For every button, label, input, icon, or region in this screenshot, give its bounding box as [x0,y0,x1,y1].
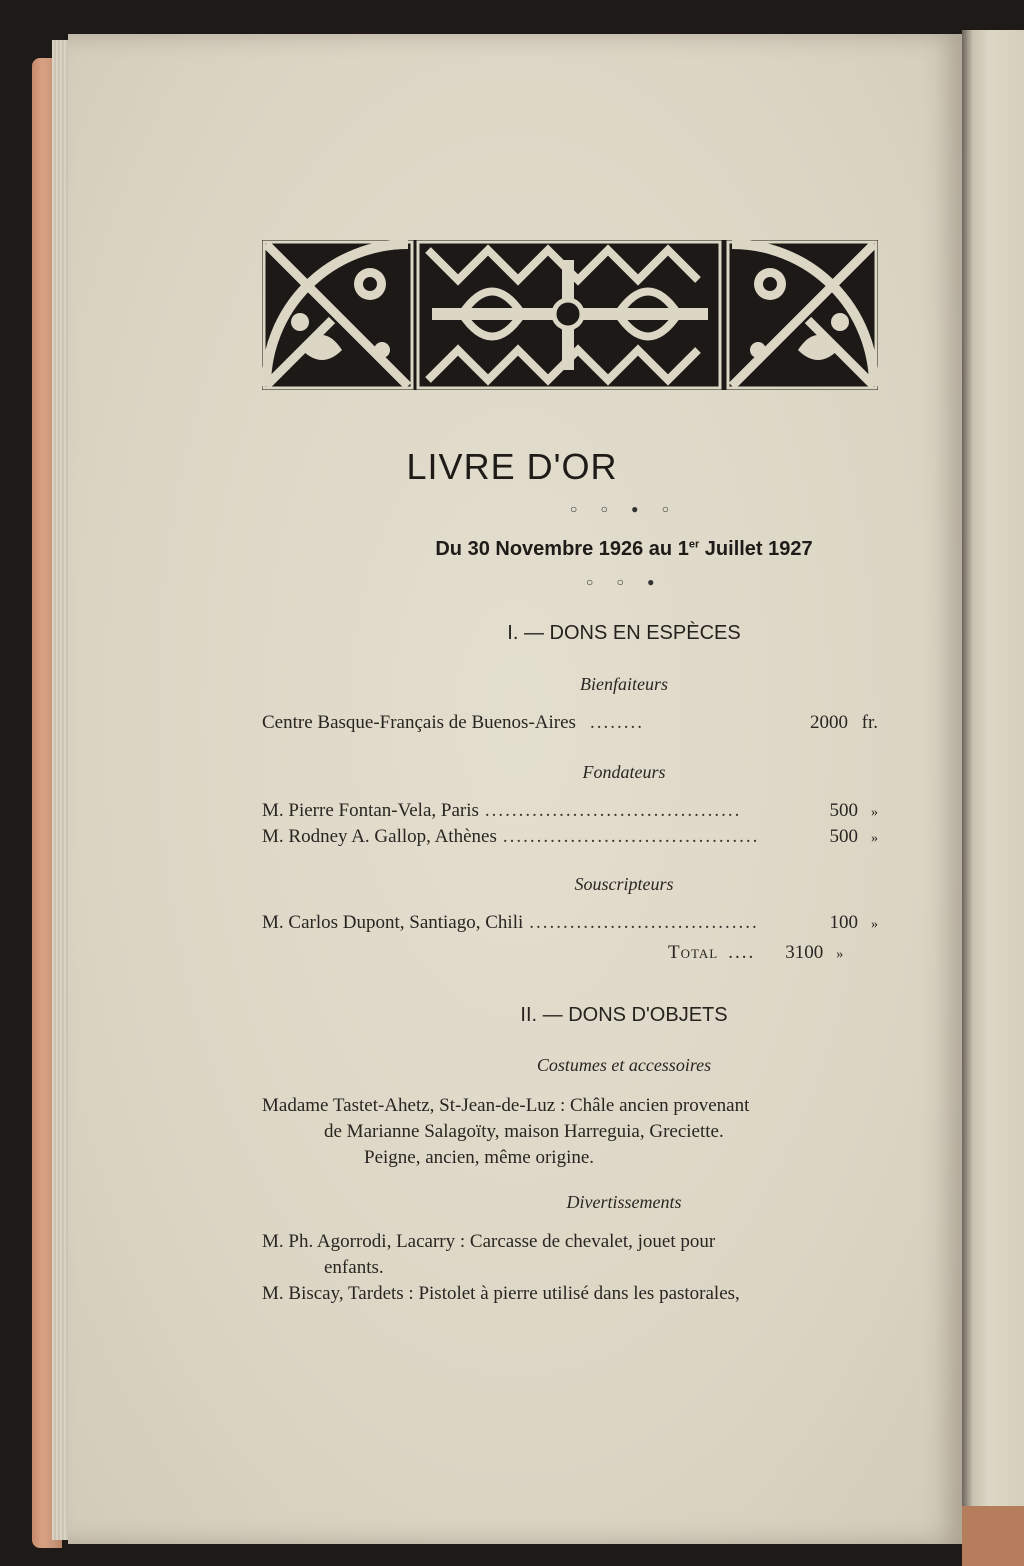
donation-entry [262,800,878,822]
cover-corner [962,1506,1024,1566]
paragraph-line: enfants. [324,1257,384,1278]
donation-amount: 2000 [810,712,848,733]
section-heading-object-donations: II. — DONS D'OBJETS [520,1004,728,1026]
donation-amount: 500 [829,826,858,847]
dot-leader: .... [728,942,756,963]
date-range-subtitle [0,538,1024,561]
currency-unit: » [836,947,844,962]
donation-entry [262,826,878,848]
donation-paragraph [262,1229,882,1307]
dot-leader: ........ [589,712,644,733]
ornament-band [262,240,878,390]
dot-leader: ...................................... [502,826,760,847]
category-fondateurs: Fondateurs [582,762,666,782]
category-souscripteurs: Souscripteurs [574,874,674,894]
ornament-dots-top: ○ ○ ● ○ [570,502,679,516]
paragraph-line: Madame Tastet-Ahetz, St-Jean-de-Luz : Châle ancien provenant [262,1095,750,1116]
paragraph-line: de Marianne Salagoïty, maison Harreguia, Greciette. [324,1121,724,1142]
donation-amount: 500 [829,800,858,821]
paragraph-line: M. Biscay, Tardets : Pistolet à pierre utilisé dans les pastorales, [262,1283,740,1304]
dot-leader: ...................................... [484,800,742,821]
currency-unit: fr. [861,712,878,733]
donation-amount: 100 [829,912,858,933]
currency-unit: » [871,805,878,820]
total-label: Total [668,942,719,963]
donation-entry [262,912,878,934]
subtitle-superscript: er [688,538,700,551]
total-row [668,942,843,964]
total-amount: 3100 [785,942,824,963]
section-heading-cash-donations: I. — DONS EN ESPÈCES [507,622,741,644]
category-bienfaiteurs: Bienfaiteurs [580,674,668,694]
donor-name: Centre Basque-Français de Buenos-Aires [262,712,576,733]
paragraph-line: M. Ph. Agorrodi, Lacarry : Carcasse de chevalet, jouet pour [262,1231,716,1252]
ornament-dots-bottom: ○ ○ ● [586,575,665,589]
subtitle-text-end: Juillet 1927 [699,538,813,560]
category-costumes: Costumes et accessoires [536,1055,712,1075]
donor-name: M. Rodney A. Gallop, Athènes [262,826,497,847]
paragraph-line: Peigne, ancien, même origine. [364,1147,595,1168]
donation-entry [262,712,878,734]
donation-paragraph [262,1093,882,1171]
currency-unit: » [871,831,878,846]
subtitle-text-start: Du 30 Novembre 1926 au 1 [435,538,689,560]
page-title: LIVRE D'OR [406,446,618,487]
donor-name: M. Pierre Fontan-Vela, Paris [262,800,479,821]
donor-name: M. Carlos Dupont, Santiago, Chili [262,912,524,933]
currency-unit: » [871,917,878,932]
facing-page-edge [962,30,1024,1566]
dot-leader: .................................. [529,912,759,933]
category-divertissements: Divertissements [566,1192,682,1212]
